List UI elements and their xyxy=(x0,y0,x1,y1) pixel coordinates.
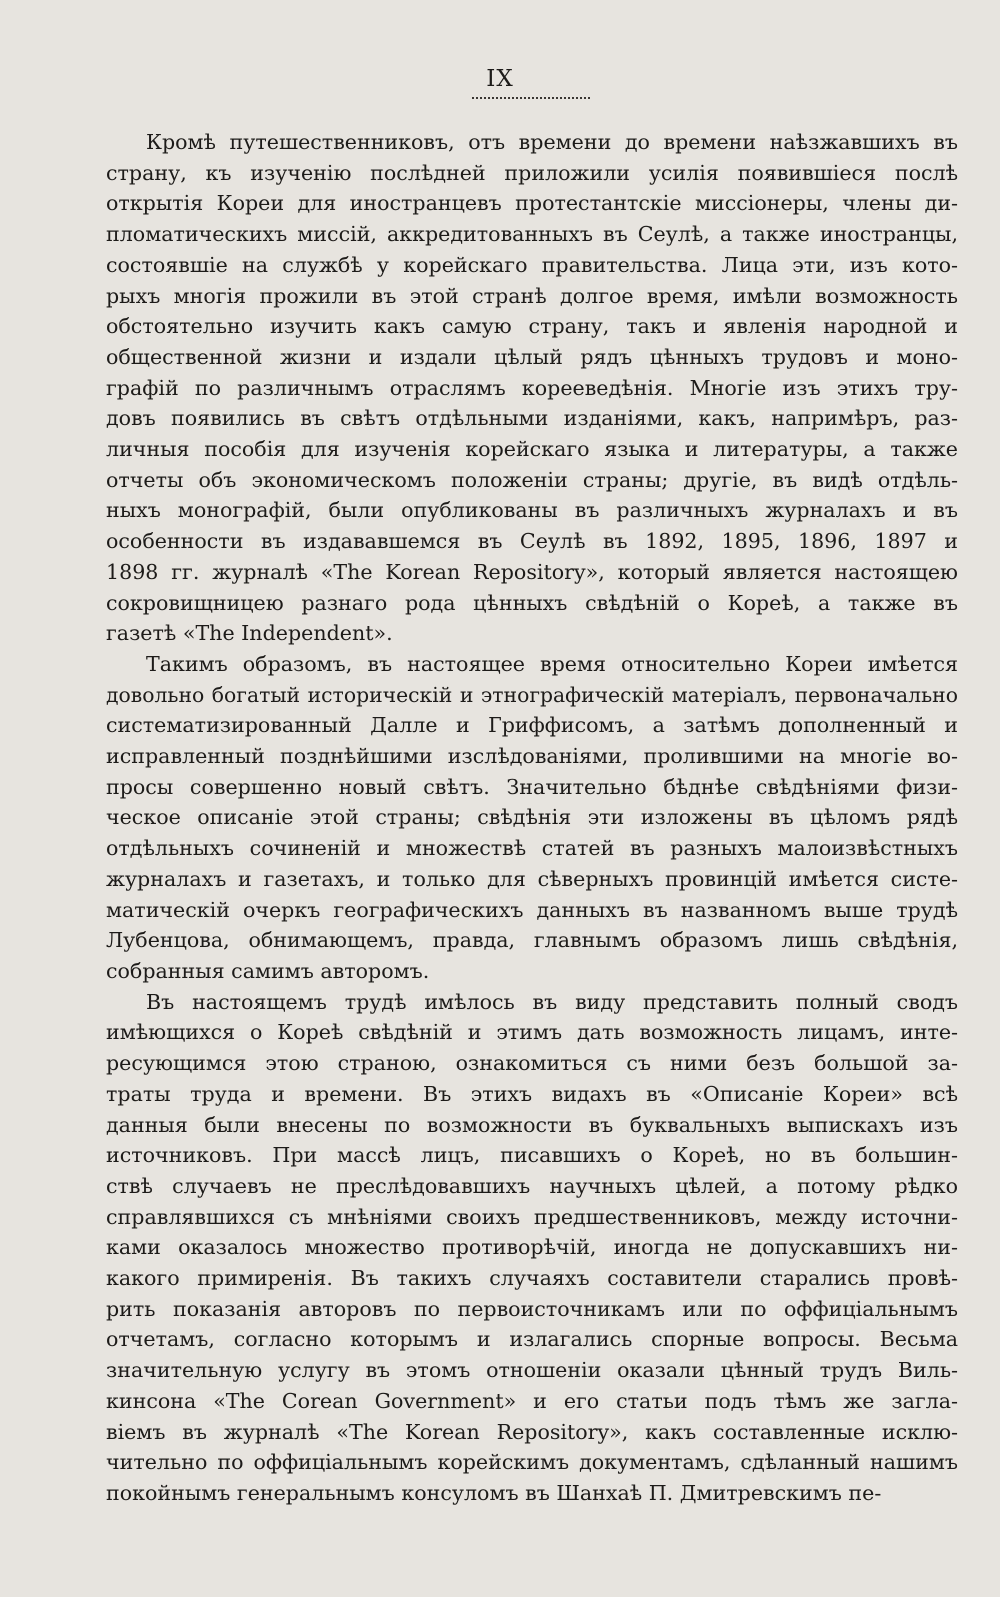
paragraph-2 xyxy=(106,649,958,987)
text-line: страну, къ изученію послѣдней приложили усилія появившіеся послѣ xyxy=(106,160,958,185)
text-line: собранныя самимъ авторомъ. xyxy=(106,958,430,983)
text-line: особенности въ издававшемся въ Сеулѣ въ 1892, 1895, 1896, 1897 и xyxy=(106,529,958,554)
text-line: чительно по оффиціальнымъ корейскимъ документамъ, сдѣланный нашимъ xyxy=(106,1450,958,1475)
text-line: Лубенцова, обнимающемъ, правда, главнымъ образомъ лишь свѣдѣнія, xyxy=(106,928,958,953)
text-line: Въ настоящемъ трудѣ имѣлось въ виду представить полный сводъ xyxy=(146,989,958,1014)
text-line: ками оказалось множество противорѣчій, иногда не допускавшихъ ни- xyxy=(106,1235,958,1260)
text-line: кинсона «The Corean Government» и его статьи подъ тѣмъ же загла- xyxy=(106,1388,958,1413)
text-line: довъ появились въ свѣтъ отдѣльными изданіями, какъ, напримѣръ, раз- xyxy=(106,406,958,431)
text-line: отчетамъ, согласно которымъ и излагались спорные вопросы. Весьма xyxy=(106,1327,958,1352)
text-line: покойнымъ генеральнымъ консуломъ въ Шанхаѣ П. Дмитревскимъ пе- xyxy=(106,1480,882,1505)
header-dotted-rule xyxy=(472,97,590,99)
text-line: довольно богатый историческій и этнографическій матеріалъ, первоначально xyxy=(106,682,958,707)
paragraph-1 xyxy=(106,127,958,649)
text-line: состоявшіе на службѣ у корейскаго правительства. Лица эти, изъ кото- xyxy=(106,252,958,277)
text-line: открытія Кореи для иностранцевъ протестантскіе миссіонеры, члены ди- xyxy=(106,191,958,216)
text-line: личныя пособія для изученія корейскаго языка и литературы, а также xyxy=(106,437,958,462)
text-line: рыхъ многія прожили въ этой странѣ долгое время, имѣли возможность xyxy=(106,283,958,308)
text-line: ствѣ случаевъ не преслѣдовавшихъ научныхъ цѣлей, а потому рѣдко xyxy=(106,1173,958,1198)
text-line: данныя были внесены по возможности въ буквальныхъ выпискахъ изъ xyxy=(106,1112,958,1137)
text-line: пломатическихъ миссій, аккредитованныхъ въ Сеулѣ, а также иностранцы, xyxy=(106,222,958,247)
text-line: отдѣльныхъ сочиненій и множествѣ статей въ разныхъ малоизвѣстныхъ xyxy=(106,836,958,861)
text-line: сокровищницею разнаго рода цѣнныхъ свѣдѣній о Кореѣ, а также въ xyxy=(106,590,958,615)
text-line: 1898 гг. журналѣ «The Korean Repository», который является настоящею xyxy=(106,559,958,584)
page-body xyxy=(106,127,958,1509)
paragraph-3 xyxy=(106,987,958,1509)
text-line: обстоятельно изучить какъ самую страну, такъ и явленія народной и xyxy=(106,314,958,339)
text-line: справлявшихся съ мнѣніями своихъ предшественниковъ, между источни- xyxy=(106,1204,958,1229)
text-line: віемъ въ журналѣ «The Korean Repository», какъ составленные исклю- xyxy=(106,1419,958,1444)
text-line: систематизированный Далле и Гриффисомъ, а затѣмъ дополненный и xyxy=(106,713,958,738)
text-line: ресующимся этою страною, ознакомиться съ ними безъ большой за- xyxy=(106,1051,958,1076)
text-line: общественной жизни и издали цѣлый рядъ цѣнныхъ трудовъ и моно- xyxy=(106,344,958,369)
text-line: Кромѣ путешественниковъ, отъ времени до времени наѣзжавшихъ въ xyxy=(146,130,958,154)
text-line: имѣющихся о Кореѣ свѣдѣній и этимъ дать возможность лицамъ, инте- xyxy=(106,1020,958,1045)
text-line: источниковъ. При массѣ лицъ, писавшихъ о Кореѣ, но въ большин- xyxy=(106,1143,958,1168)
text-line: журналахъ и газетахъ, и только для сѣверныхъ провинцій имѣется систе- xyxy=(106,866,958,891)
text-line: ныхъ монографій, были опубликованы въ различныхъ журналахъ и въ xyxy=(106,498,958,523)
page-number: IX xyxy=(486,66,514,92)
text-line: газетѣ «The Independent». xyxy=(106,621,393,646)
text-line: исправленный позднѣйшими изслѣдованіями, пролившими на многіе во- xyxy=(106,744,958,769)
text-line: траты труда и времени. Въ этихъ видахъ въ «Описаніе Кореи» всѣ xyxy=(106,1081,958,1106)
text-line: просы совершенно новый свѣтъ. Значительно бѣднѣе свѣдѣніями физи- xyxy=(106,774,958,799)
text-line: графій по различнымъ отраслямъ корееведѣнія. Многіе изъ этихъ тру- xyxy=(106,375,958,400)
text-line: Такимъ образомъ, въ настоящее время относительно Кореи имѣется xyxy=(146,651,958,676)
text-line: значительную услугу въ этомъ отношеніи оказали цѣнный трудъ Виль- xyxy=(106,1358,958,1383)
text-line: ческое описаніе этой страны; свѣдѣнія эти изложены въ цѣломъ рядѣ xyxy=(106,805,958,830)
text-line: какого примиренія. Въ такихъ случаяхъ составители старались провѣ- xyxy=(106,1266,958,1291)
text-line: отчеты объ экономическомъ положеніи страны; другіе, въ видѣ отдѣль- xyxy=(106,467,958,492)
text-line: рить показанія авторовъ по первоисточникамъ или по оффиціальнымъ xyxy=(106,1296,958,1321)
text-line: матическій очеркъ географическихъ данныхъ въ названномъ выше трудѣ xyxy=(106,897,958,922)
